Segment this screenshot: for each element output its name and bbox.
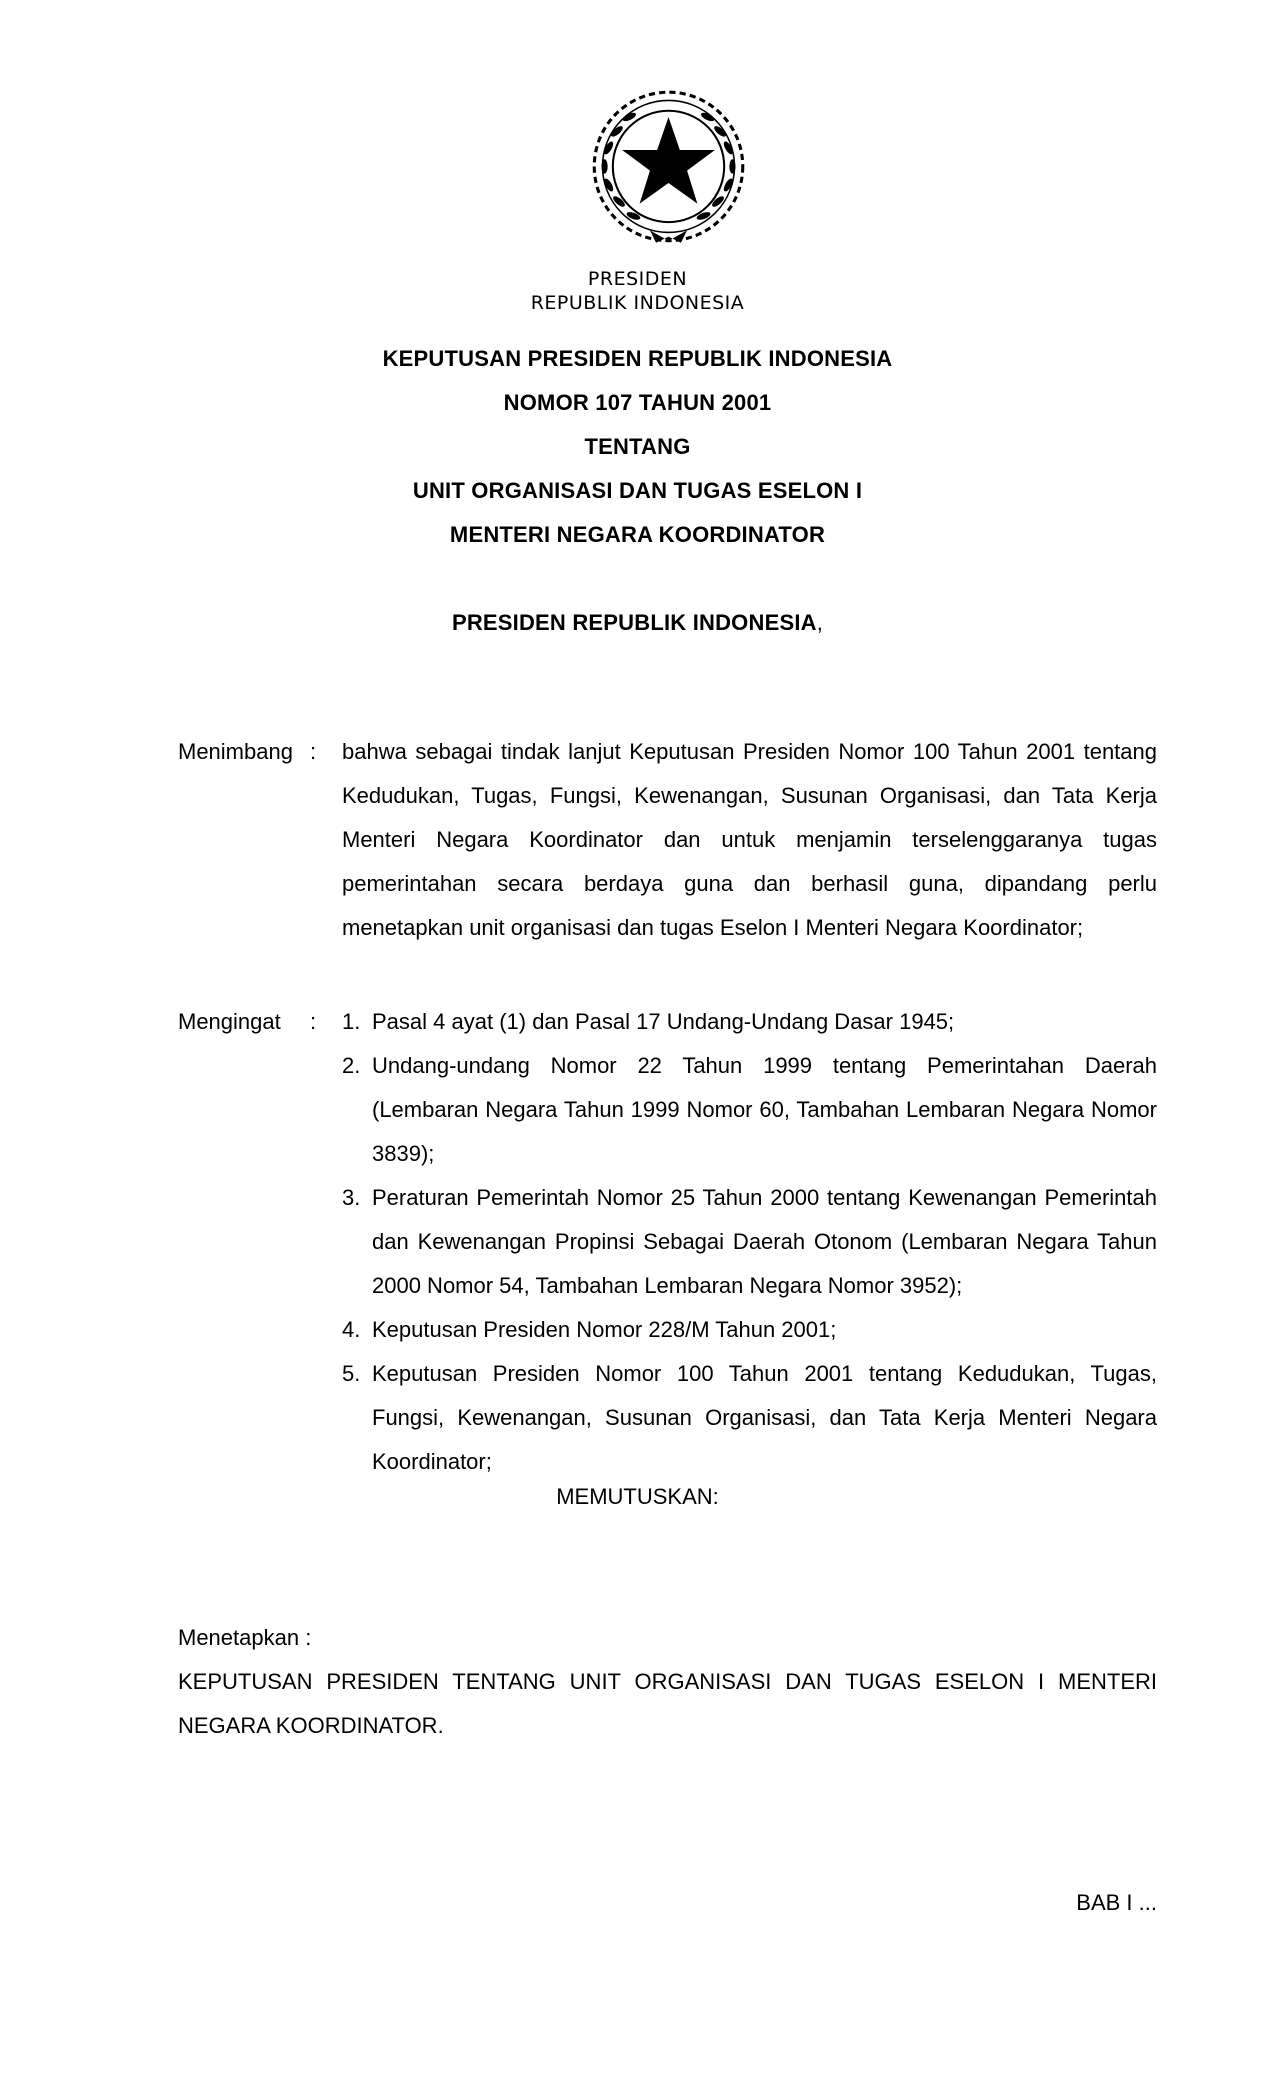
title-decree: KEPUTUSAN PRESIDEN REPUBLIK INDONESIA <box>382 346 893 371</box>
menimbang-colon: : <box>310 739 317 764</box>
star-wreath-icon <box>586 86 751 251</box>
item-number: 1. <box>342 1009 361 1034</box>
item-text: Keputusan Presiden Nomor 228/M Tahun 2001; <box>372 1317 837 1342</box>
mengingat-item <box>342 1308 1157 1352</box>
issuer-heading <box>0 610 1275 636</box>
title-number: NOMOR 107 TAHUN 2001 <box>503 390 772 415</box>
mengingat-item <box>342 1000 1157 1044</box>
item-number: 2. <box>342 1053 361 1078</box>
issuer-name: PRESIDEN REPUBLIK INDONESIA <box>451 610 817 635</box>
memutuskan-heading: MEMUTUSKAN: <box>556 1484 719 1509</box>
mengingat-colon: : <box>310 1009 317 1034</box>
item-text: Pasal 4 ayat (1) dan Pasal 17 Undang-Undang Dasar 1945; <box>372 1009 955 1034</box>
menetapkan-label: Menetapkan : <box>178 1625 312 1650</box>
item-number: 4. <box>342 1317 361 1342</box>
caption-president: PRESIDEN <box>587 268 688 290</box>
mengingat-label: Mengingat <box>178 1009 281 1034</box>
menetapkan-text: KEPUTUSAN PRESIDEN TENTANG UNIT ORGANISASI DAN TUGAS ESELON I MENTERI NEGARA KOORDINATOR. <box>178 1669 1157 1738</box>
caption-republic: REPUBLIK INDONESIA <box>530 292 745 314</box>
issuer-suffix: , <box>816 610 824 635</box>
title-subject-line1: UNIT ORGANISASI DAN TUGAS ESELON I <box>412 478 863 503</box>
menimbang-label: Menimbang <box>178 739 293 764</box>
presidential-seal-emblem <box>586 86 751 251</box>
title-subject-line2: MENTERI NEGARA KOORDINATOR <box>449 522 826 547</box>
mengingat-item <box>342 1044 1157 1176</box>
page-continuation: BAB I ... <box>1076 1890 1157 1915</box>
item-number: 3. <box>342 1185 361 1210</box>
mengingat-item <box>342 1352 1157 1484</box>
mengingat-item <box>342 1176 1157 1308</box>
item-number: 5. <box>342 1361 361 1386</box>
menimbang-text: bahwa sebagai tindak lanjut Keputusan Presiden Nomor 100 Tahun 2001 tentang Kedudukan, Tugas, Fungsi, Kewenangan, Susunan Organisasi, dan Tata Kerja Menteri Negara Koordinator dan untuk menjamin terselenggaranya tugas pemerintahan secara berdaya guna dan berhasil guna, dipandang perlu menetapkan unit organisasi dan tugas Eselon I Menteri Negara Koordinator; <box>342 739 1157 940</box>
title-about: TENTANG <box>584 434 691 459</box>
item-text: Peraturan Pemerintah Nomor 25 Tahun 2000 tentang Kewenangan Pemerintah dan Kewenangan Propinsi Sebagai Daerah Otonom (Lembaran Negara Tahun 2000 Nomor 54, Tambahan Lembaran Negara Nomor 3952); <box>372 1185 1157 1298</box>
item-text: Undang-undang Nomor 22 Tahun 1999 tentang Pemerintahan Daerah (Lembaran Negara Tahun 1999 Nomor 60, Tambahan Lembaran Negara Nomor 3839); <box>372 1053 1157 1166</box>
item-text: Keputusan Presiden Nomor 100 Tahun 2001 tentang Kedudukan, Tugas, Fungsi, Kewenangan, Susunan Organisasi, dan Tata Kerja Menteri Negara Koordinator; <box>372 1361 1157 1474</box>
mengingat-list <box>342 1000 1157 1484</box>
